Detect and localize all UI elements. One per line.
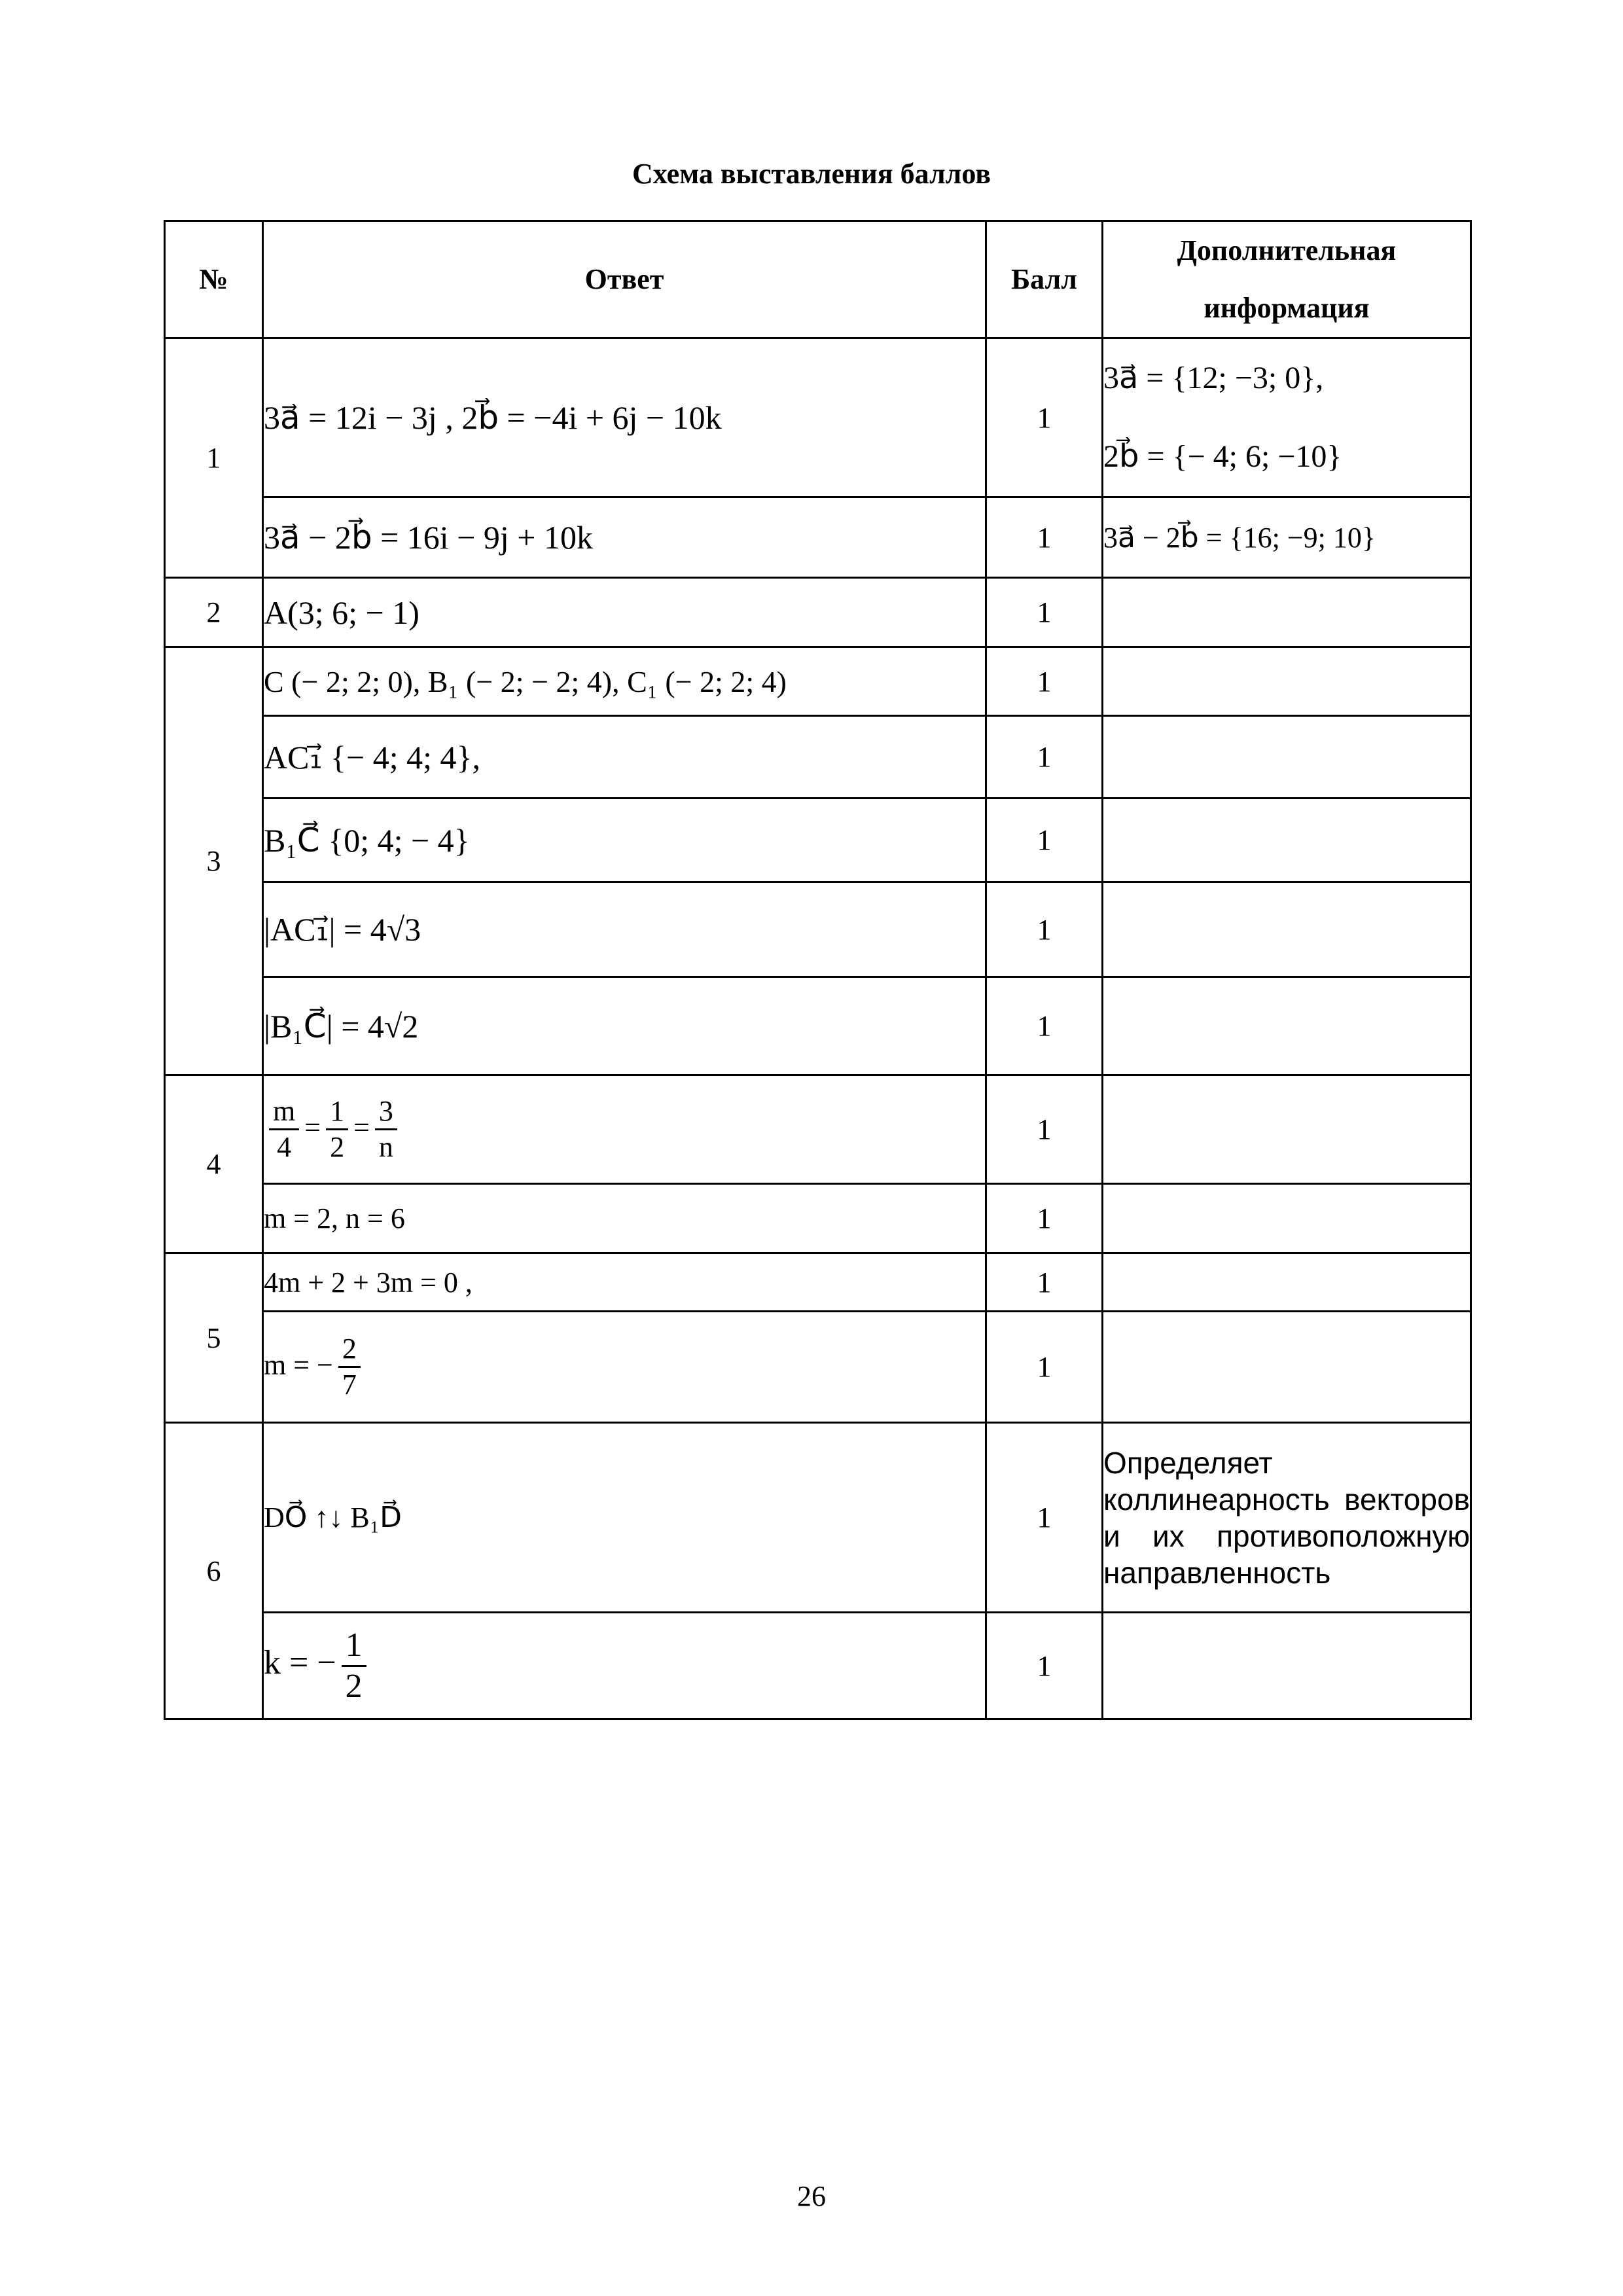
table-row bbox=[165, 1423, 1471, 1613]
table-row bbox=[165, 1184, 1471, 1253]
info-cell: 3a⃗ − 2b⃗ = {16; −9; 10} bbox=[1103, 497, 1471, 578]
info-cell bbox=[1103, 977, 1471, 1075]
info-cell bbox=[1103, 716, 1471, 798]
table-row bbox=[165, 1075, 1471, 1184]
info-cell bbox=[1103, 1253, 1471, 1312]
fraction: $\frac{2}{7}$ bbox=[338, 1332, 361, 1402]
info-cell bbox=[1103, 578, 1471, 647]
points-cell: 1 bbox=[986, 1184, 1103, 1253]
info-note: Определяет коллинеарность векторов и их противоположную направленность bbox=[1103, 1445, 1470, 1590]
answer-cell: |AC₁⃗| = 4√3 bbox=[263, 882, 986, 977]
fraction: $\frac{1}{2}$ bbox=[326, 1094, 348, 1164]
points-cell: 1 bbox=[986, 338, 1103, 497]
task-number: 2 bbox=[165, 578, 263, 647]
task-number: 4 bbox=[165, 1075, 263, 1253]
fraction: $\frac{m}{4}$ bbox=[269, 1094, 299, 1164]
task-number: 6 bbox=[165, 1423, 263, 1719]
header-num: № bbox=[165, 221, 263, 338]
points-cell: 1 bbox=[986, 716, 1103, 798]
table-row bbox=[165, 882, 1471, 977]
answer-cell: $\frac{m}{4}$ = $\frac{1}{2}$ = $\frac{3}{n}$ bbox=[263, 1075, 986, 1184]
info-cell bbox=[1103, 1613, 1471, 1719]
info-cell bbox=[1103, 1312, 1471, 1423]
info-cell bbox=[1103, 882, 1471, 977]
scoring-table bbox=[164, 220, 1472, 1720]
table-row bbox=[165, 977, 1471, 1075]
header-answer: Ответ bbox=[263, 221, 986, 338]
table-row bbox=[165, 497, 1471, 578]
table-row bbox=[165, 716, 1471, 798]
points-cell: 1 bbox=[986, 882, 1103, 977]
answer-cell: m = 2, n = 6 bbox=[263, 1184, 986, 1253]
table-row bbox=[165, 798, 1471, 882]
answer-cell: 3a⃗ = 12i − 3j , 2b⃗ = −4i + 6j − 10k bbox=[263, 338, 986, 497]
fraction: $\frac{3}{n}$ bbox=[375, 1094, 397, 1164]
info-cell bbox=[1103, 1423, 1471, 1613]
points-cell: 1 bbox=[986, 497, 1103, 578]
table-row bbox=[165, 1613, 1471, 1719]
answer-cell: m = − $\frac{2}{7}$ bbox=[263, 1312, 986, 1423]
answer-cell: k = − $\frac{1}{2}$ bbox=[263, 1613, 986, 1719]
points-cell: 1 bbox=[986, 647, 1103, 716]
answer-cell: C (− 2; 2; 0), B₁ (− 2; − 2; 4), C₁ (− 2; 2; 4) bbox=[263, 647, 986, 716]
fraction: $\frac{1}{2}$ bbox=[342, 1626, 366, 1706]
page-title: Схема выставления баллов bbox=[632, 158, 991, 190]
points-cell: 1 bbox=[986, 1253, 1103, 1312]
header-points: Балл bbox=[986, 221, 1103, 338]
points-cell: 1 bbox=[986, 578, 1103, 647]
points-cell: 1 bbox=[986, 1075, 1103, 1184]
info-cell bbox=[1103, 1075, 1471, 1184]
answer-cell: B₁C⃗ {0; 4; − 4} bbox=[263, 798, 986, 882]
answer-cell: |B₁C⃗| = 4√2 bbox=[263, 977, 986, 1075]
info-cell bbox=[1103, 1184, 1471, 1253]
table-row bbox=[165, 338, 1471, 497]
points-cell: 1 bbox=[986, 1613, 1103, 1719]
info-cell bbox=[1103, 647, 1471, 716]
info-line: 2b⃗ = {− 4; 6; −10} bbox=[1103, 439, 1342, 474]
table-row bbox=[165, 1312, 1471, 1423]
answer-cell: 4m + 2 + 3m = 0 , bbox=[263, 1253, 986, 1312]
info-cell bbox=[1103, 798, 1471, 882]
task-number: 1 bbox=[165, 338, 263, 578]
answer-cell: 3a⃗ − 2b⃗ = 16i − 9j + 10k bbox=[263, 497, 986, 578]
task-number: 5 bbox=[165, 1253, 263, 1423]
table-row bbox=[165, 578, 1471, 647]
task-number: 3 bbox=[165, 647, 263, 1075]
points-cell: 1 bbox=[986, 1312, 1103, 1423]
info-line: 3a⃗ = {12; −3; 0}, bbox=[1103, 361, 1324, 395]
info-cell bbox=[1103, 338, 1471, 497]
points-cell: 1 bbox=[986, 1423, 1103, 1613]
answer-cell: DO⃗ ↑↓ B₁D⃗ bbox=[263, 1423, 986, 1613]
points-cell: 1 bbox=[986, 977, 1103, 1075]
table-row bbox=[165, 647, 1471, 716]
answer-cell: AC₁⃗ {− 4; 4; 4}, bbox=[263, 716, 986, 798]
header-row bbox=[165, 221, 1471, 338]
page-number: 26 bbox=[797, 2180, 826, 2212]
points-cell: 1 bbox=[986, 798, 1103, 882]
answer-cell: A(3; 6; − 1) bbox=[263, 578, 986, 647]
header-info: Дополнительная информация bbox=[1103, 221, 1471, 338]
table-row bbox=[165, 1253, 1471, 1312]
